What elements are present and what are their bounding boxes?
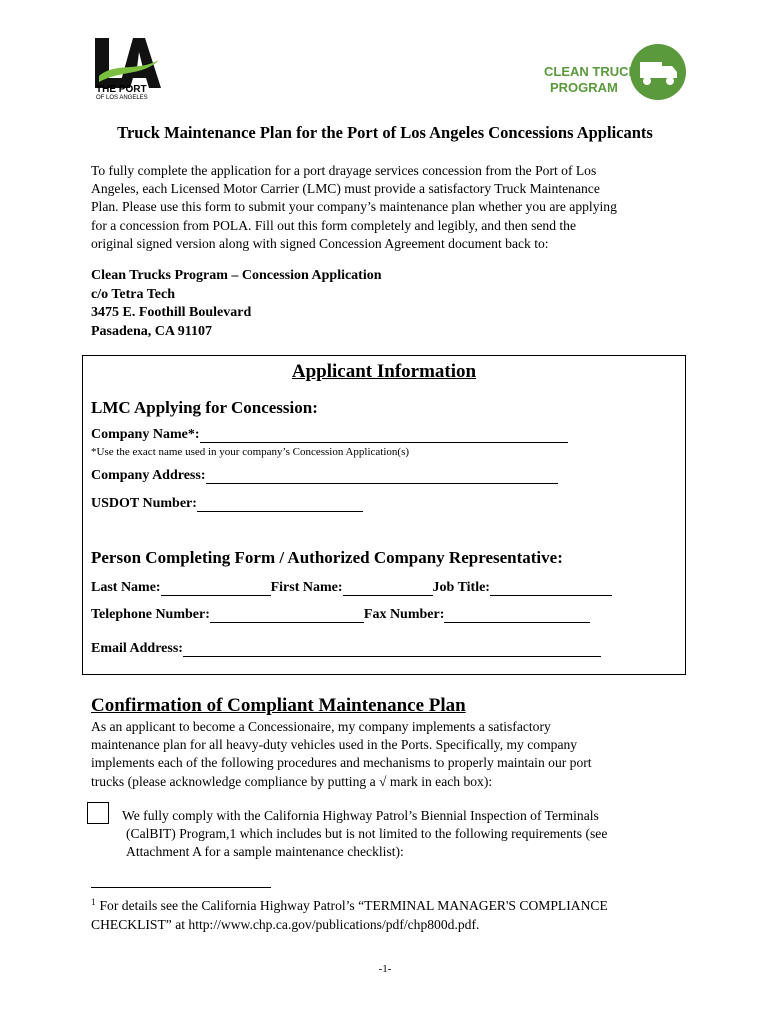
lmc-heading: LMC Applying for Concession: — [91, 398, 318, 417]
address-line: c/o Tetra Tech — [91, 286, 176, 302]
applicant-info-section — [82, 355, 686, 675]
last-name-input[interactable] — [161, 581, 271, 596]
footnote-line: For details see the California Highway Patrol’s “TERMINAL MANAGER'S COMPLIANCE — [99, 898, 608, 913]
confirmation-line: implements each of the following procedures and mechanisms to properly maintain our port — [91, 755, 592, 771]
calbit-line: We fully comply with the California Highway Patrol’s Biennial Inspection of Terminals — [122, 808, 599, 823]
confirmation-line: trucks (please acknowledge compliance by putting a √ mark in each box): — [91, 773, 493, 789]
job-title-input[interactable] — [490, 581, 612, 596]
address-line: Pasadena, CA 91107 — [91, 323, 212, 339]
email-label: Email Address: — [91, 641, 183, 656]
job-title-label: Job Title: — [432, 580, 490, 595]
telephone-label: Telephone Number: — [91, 607, 210, 622]
port-of-la-logo — [93, 36, 163, 104]
person-heading: Person Completing Form / Authorized Company Representative: — [91, 548, 563, 567]
company-name-note: *Use the exact name used in your company’s Concession Application(s) — [91, 446, 410, 458]
name-title-row — [91, 580, 612, 596]
ctp-logo-line1: CLEAN TRUCK — [544, 64, 638, 79]
intro-line: for a concession from POLA. Fill out this form completely and legibly, and then send the — [91, 217, 577, 233]
ctp-logo-line2: PROGRAM — [550, 80, 618, 95]
fax-label: Fax Number: — [363, 607, 445, 622]
footnote-link-line[interactable]: CHECKLIST” at http://www.chp.ca.gov/publications/pdf/chp800d.pdf. — [91, 916, 480, 932]
footnote-marker: 1 — [91, 897, 96, 907]
company-name-label: Company Name*: — [91, 427, 200, 442]
intro-line: original signed version along with signed Concession Agreement document back to: — [91, 235, 549, 251]
company-address-input[interactable] — [206, 469, 558, 484]
company-name-field — [91, 427, 568, 443]
company-address-label: Company Address: — [91, 468, 206, 483]
confirmation-line: As an applicant to become a Concessionaire, my company implements a satisfactory — [91, 719, 551, 734]
truck-circle-icon — [630, 44, 686, 100]
first-name-label: First Name: — [270, 580, 343, 595]
fax-input[interactable] — [444, 608, 590, 623]
usdot-field — [91, 496, 363, 512]
usdot-label: USDOT Number: — [91, 496, 197, 511]
truck-icon — [630, 44, 686, 100]
company-name-input[interactable] — [200, 428, 568, 443]
last-name-label: Last Name: — [91, 580, 161, 595]
intro-line: To fully complete the application for a port drayage services concession from the Port of Los — [91, 163, 597, 178]
footnote-divider — [91, 887, 271, 888]
page-number: -1- — [378, 963, 392, 975]
confirmation-heading: Confirmation of Compliant Maintenance Plan — [91, 695, 466, 716]
intro-paragraph — [91, 162, 691, 253]
intro-line: Plan. Please use this form to submit your company’s maintenance plan whether you are applying — [91, 199, 617, 215]
confirmation-line: maintenance plan for all heavy-duty vehicles used in the Ports. Specifically, my company — [91, 737, 578, 753]
first-name-input[interactable] — [343, 581, 433, 596]
phone-fax-row — [91, 607, 590, 623]
email-field — [91, 641, 601, 657]
usdot-input[interactable] — [197, 497, 363, 512]
clean-truck-program-logo — [540, 44, 686, 104]
port-logo-line1: THE PORT — [96, 84, 147, 95]
calbit-item-text — [122, 807, 692, 862]
company-address-field — [91, 468, 558, 484]
port-logo-line2: OF LOS ANGELES — [96, 95, 148, 101]
intro-line: Angeles, each Licensed Motor Carrier (LMC) must provide a satisfactory Truck Maintenance — [91, 181, 600, 197]
confirmation-paragraph — [91, 718, 691, 791]
calbit-line: (CalBIT) Program,1 which includes but is not limited to the following requirements (see — [126, 826, 608, 842]
email-input[interactable] — [183, 642, 601, 657]
address-line: Clean Trucks Program – Concession Application — [91, 268, 382, 283]
applicant-info-heading: Applicant Information — [291, 361, 477, 382]
calbit-compliance-checkbox[interactable] — [87, 802, 109, 824]
document-title: Truck Maintenance Plan for the Port of Los Angeles Concessions Applicants — [117, 123, 653, 142]
mailing-address — [91, 267, 382, 341]
address-line: 3475 E. Foothill Boulevard — [91, 305, 252, 320]
footnote — [91, 893, 691, 934]
calbit-line: Attachment A for a sample maintenance checklist): — [126, 844, 404, 860]
telephone-input[interactable] — [210, 608, 364, 623]
